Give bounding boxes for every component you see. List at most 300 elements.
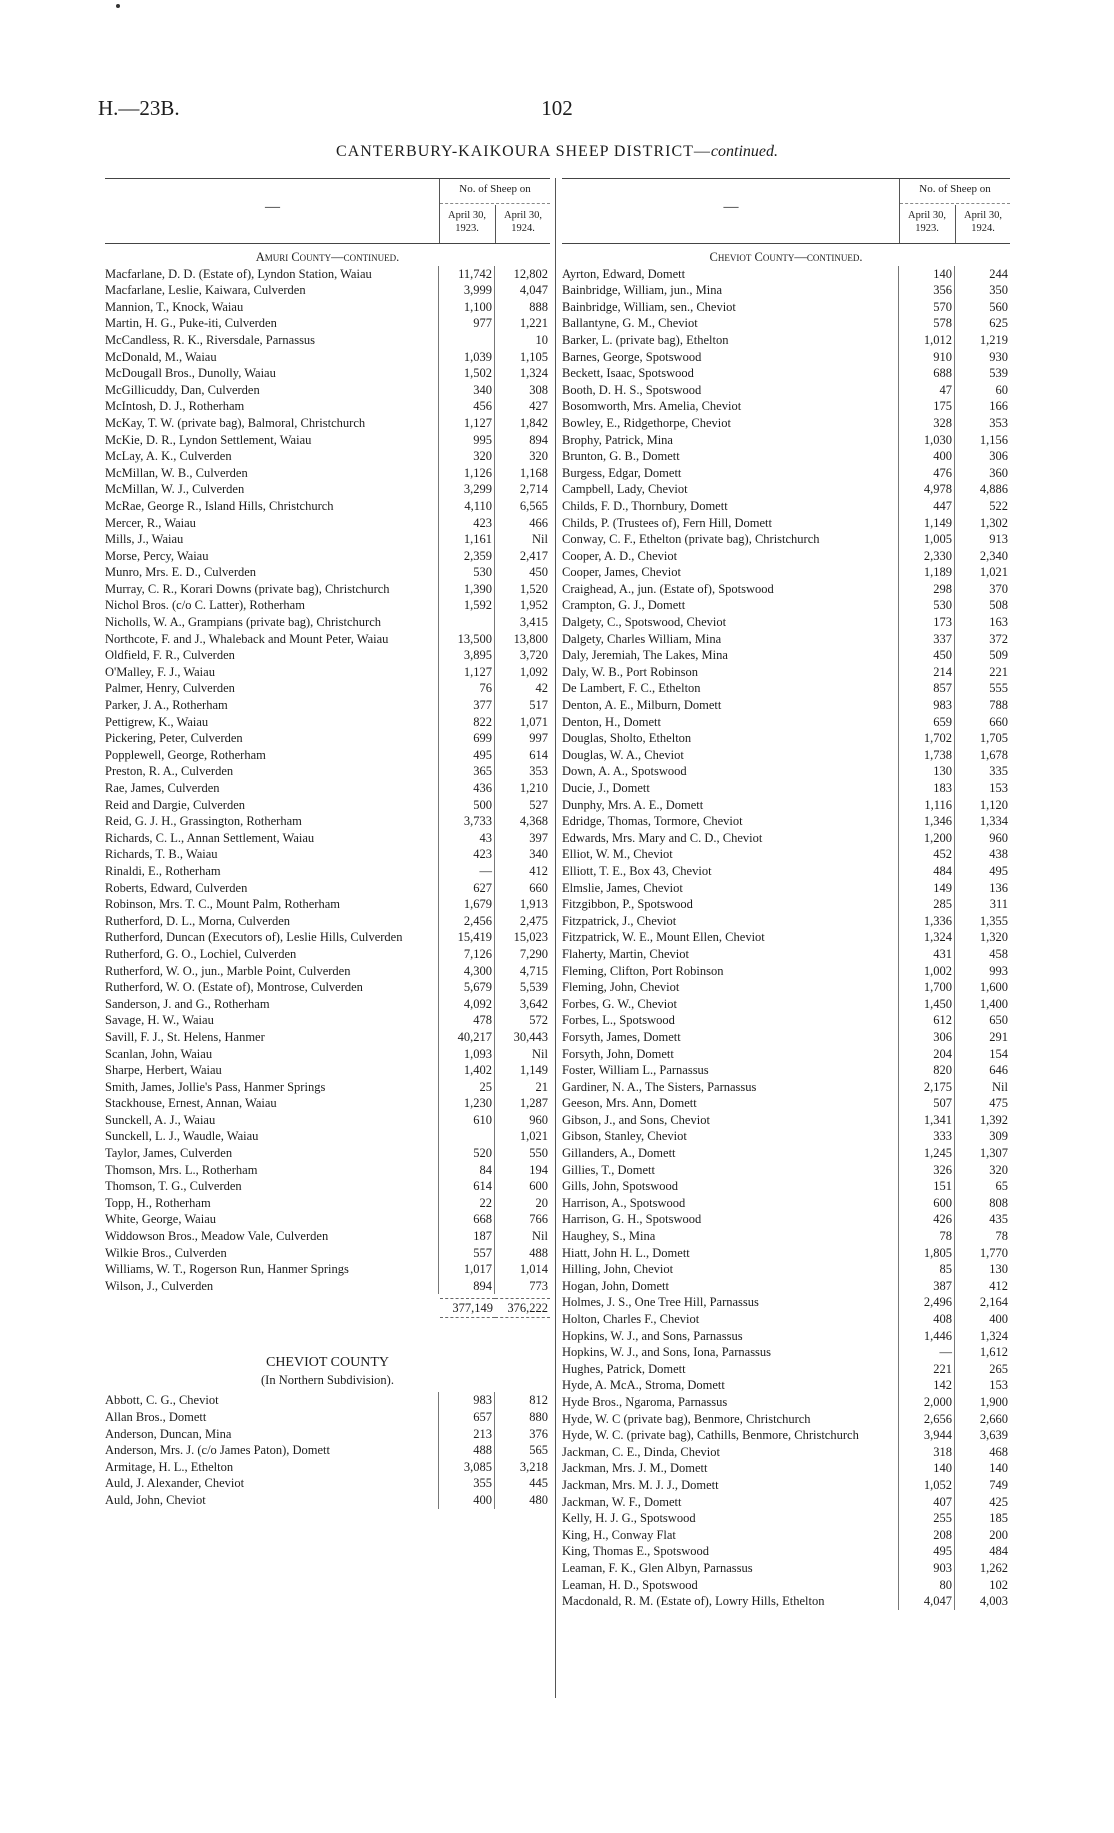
owner-name: Anderson, Duncan, Mina (105, 1426, 232, 1441)
owner-name: Rutherford, G. O., Lochiel, Culverden (105, 946, 297, 961)
table-row (105, 846, 550, 863)
sheep-1924: 1,705 (954, 730, 1010, 747)
table-row (105, 349, 550, 366)
sheep-1923: 407 (898, 1494, 954, 1511)
owner-name: Kelly, H. J. G., Spotswood (562, 1511, 696, 1526)
sheep-1924: 812 (494, 1392, 550, 1409)
table-row (562, 1311, 1010, 1328)
sheep-1924: 7,290 (494, 946, 550, 963)
sheep-1924: 309 (954, 1128, 1010, 1145)
table-row (562, 996, 1010, 1013)
sheep-1924: 560 (954, 299, 1010, 316)
left-rows (105, 244, 550, 1509)
owner-name: Sanderson, J. and G., Rotherham (105, 996, 270, 1011)
table-row (105, 1442, 550, 1459)
sheep-1924: 154 (954, 1046, 1010, 1063)
table-row (105, 963, 550, 980)
owner-name: Savill, F. J., St. Helens, Hanmer (105, 1029, 265, 1044)
owner-name: Hogan, John, Domett (562, 1278, 669, 1293)
owner-name: Gillanders, A., Domett (562, 1146, 676, 1161)
owner-name: Hiatt, John H. L., Domett (562, 1245, 690, 1260)
sheep-1924: 2,660 (954, 1411, 1010, 1428)
table-row (562, 1046, 1010, 1063)
owner-name: Leaman, H. D., Spotswood (562, 1577, 698, 1592)
table-row (562, 564, 1010, 581)
owner-name: Elliott, T. E., Box 43, Cheviot (562, 863, 712, 878)
owner-name: Rae, James, Culverden (105, 781, 220, 795)
sheep-1924: 1,320 (954, 929, 1010, 946)
owner-name: Fitzpatrick, W. E., Mount Ellen, Cheviot (562, 930, 765, 945)
sheep-1924: 1,149 (494, 1062, 550, 1079)
sheep-1924: 600 (494, 1178, 550, 1195)
sheep-1923: 1,245 (898, 1145, 954, 1162)
sheep-1924: 13,800 (494, 631, 550, 648)
sheep-1923: 3,895 (438, 647, 494, 664)
owner-name: McMillan, W. J., Culverden (105, 482, 245, 497)
owner-name: O'Malley, F. J., Waiau (105, 664, 215, 679)
sheep-1923: 1,702 (898, 730, 954, 747)
sheep-1923: 140 (898, 1460, 954, 1477)
title-continued: continued. (710, 143, 778, 160)
table-row (105, 714, 550, 731)
sheep-1923: 1,116 (898, 797, 954, 814)
owner-name: Taylor, James, Culverden (105, 1146, 233, 1161)
owner-name: Hopkins, W. J., and Sons, Parnassus (562, 1328, 743, 1343)
sheep-1924: 1,168 (494, 465, 550, 482)
owner-name: McCandless, R. K., Riversdale, Parnassus (105, 332, 316, 347)
owner-name: Thomson, T. G., Culverden (105, 1179, 242, 1194)
sheep-1923: 1,446 (898, 1328, 954, 1345)
sheep-1923: 1,230 (438, 1095, 494, 1112)
sheep-1924: 930 (954, 349, 1010, 366)
sheep-1924: 960 (494, 1112, 550, 1129)
table-row (105, 597, 550, 614)
sheep-1923: 600 (898, 1195, 954, 1212)
sheep-1923: 578 (898, 315, 954, 332)
sheep-1924: 650 (954, 1012, 1010, 1029)
sheep-1924: 153 (954, 1377, 1010, 1394)
table-row (562, 946, 1010, 963)
sheep-1924: 1,355 (954, 913, 1010, 930)
owner-name: Pickering, Peter, Culverden (105, 731, 243, 746)
sheep-1923: 1,402 (438, 1062, 494, 1079)
table-row (105, 1012, 550, 1029)
sheep-1924: 42 (494, 680, 550, 697)
owner-name: Palmer, Henry, Culverden (105, 681, 235, 696)
owner-name: Elliot, W. M., Cheviot (562, 847, 673, 862)
table-row (562, 465, 1010, 482)
sheep-1923: 2,359 (438, 548, 494, 565)
owner-name: Daly, W. B., Port Robinson (562, 664, 699, 679)
table-row (105, 1475, 550, 1492)
sheep-1924: 445 (494, 1475, 550, 1492)
sheep-1923: — (438, 863, 494, 880)
owner-name: Gills, John, Spotswood (562, 1179, 678, 1194)
sheep-1924: 10 (494, 332, 550, 349)
sheep-1923: 3,085 (438, 1459, 494, 1476)
table-row (562, 1527, 1010, 1544)
table-row (105, 1079, 550, 1096)
owner-name: Mercer, R., Waiau (105, 515, 196, 530)
sheep-1923: 495 (898, 1543, 954, 1560)
table-row (562, 299, 1010, 316)
sheep-1923: 983 (438, 1392, 494, 1409)
sheep-1923: 318 (898, 1444, 954, 1461)
sheep-1924: 60 (954, 382, 1010, 399)
owner-name: McIntosh, D. J., Rotherham (105, 399, 245, 414)
owner-name: Jackman, C. E., Dinda, Cheviot (562, 1444, 720, 1459)
table-row (105, 531, 550, 548)
owner-name: Elmslie, James, Cheviot (562, 880, 683, 895)
sheep-1923: 326 (898, 1162, 954, 1179)
sheep-1923: 977 (438, 315, 494, 332)
sheep-1924: 194 (494, 1162, 550, 1179)
owner-name: Bowley, E., Ridgethorpe, Cheviot (562, 415, 731, 430)
owner-name: Oldfield, F. R., Culverden (105, 648, 235, 663)
sheep-1923: 43 (438, 830, 494, 847)
sheep-1923: 488 (438, 1442, 494, 1459)
sheep-1924: 221 (954, 664, 1010, 681)
owner-name: Forsyth, James, Domett (562, 1029, 681, 1044)
owner-name: Denton, A. E., Milburn, Domett (562, 698, 722, 713)
sheep-1923: 255 (898, 1510, 954, 1527)
sheep-1924: 1,842 (494, 415, 550, 432)
sheep-1923: 500 (438, 797, 494, 814)
table-row (105, 680, 550, 697)
table-row (105, 1261, 550, 1278)
owner-name: Cooper, A. D., Cheviot (562, 548, 678, 563)
table-row (562, 1460, 1010, 1477)
table-row (562, 1012, 1010, 1029)
owner-name: Fleming, John, Cheviot (562, 980, 680, 995)
sheep-1924: 3,218 (494, 1459, 550, 1476)
sheep-1924: 614 (494, 747, 550, 764)
sheep-1924: 1,392 (954, 1112, 1010, 1129)
owner-name: McMillan, W. B., Culverden (105, 465, 248, 480)
sheep-1923: 668 (438, 1211, 494, 1228)
owner-name: Richards, T. B., Waiau (105, 847, 218, 862)
owner-name: Burgess, Edgar, Domett (562, 465, 682, 480)
sheep-1923: 183 (898, 780, 954, 797)
table-row (105, 880, 550, 897)
table-row (105, 1112, 550, 1129)
table-row (105, 332, 550, 349)
owner-name: Hilling, John, Cheviot (562, 1262, 674, 1277)
sheep-1924: 1,913 (494, 896, 550, 913)
sheep-1923: — (898, 1344, 954, 1361)
sheep-1924: 4,047 (494, 282, 550, 299)
sheep-1924: 163 (954, 614, 1010, 631)
table-row (105, 780, 550, 797)
sheep-1924: 1,014 (494, 1261, 550, 1278)
sheep-1924: 1,221 (494, 315, 550, 332)
sheep-1924: 913 (954, 531, 1010, 548)
owner-name: Martin, H. G., Puke-iti, Culverden (105, 316, 277, 331)
table-row (562, 498, 1010, 515)
owner-name: Dalgety, C., Spotswood, Cheviot (562, 615, 727, 630)
table-row (562, 1278, 1010, 1295)
sheep-1924: 484 (954, 1543, 1010, 1560)
table-row (105, 282, 550, 299)
sheep-1924: 660 (494, 880, 550, 897)
sheep-1923: 355 (438, 1475, 494, 1492)
table-row (562, 1128, 1010, 1145)
date-1924-header: April 30, 1924. (955, 205, 1010, 243)
owner-name: Williams, W. T., Rogerson Run, Hanmer Springs (105, 1262, 349, 1277)
table-row (105, 1392, 550, 1409)
owner-name: Allan Bros., Domett (105, 1410, 207, 1424)
table-row (562, 1261, 1010, 1278)
sheep-1924: 450 (494, 564, 550, 581)
table-row (562, 481, 1010, 498)
sheep-1923: 1,161 (438, 531, 494, 548)
sheep-1923: 2,000 (898, 1394, 954, 1411)
sheep-1924: 1,900 (954, 1394, 1010, 1411)
owner-name: Popplewell, George, Rotherham (105, 747, 266, 762)
sheep-1924: 265 (954, 1361, 1010, 1378)
sheep-1924: 2,164 (954, 1294, 1010, 1311)
owner-name: Rutherford, D. L., Morna, Culverden (105, 913, 291, 928)
sheep-1923: 3,733 (438, 813, 494, 830)
sheep-1924: 2,340 (954, 548, 1010, 565)
sheep-1923: 187 (438, 1228, 494, 1245)
sheep-1923: 1,039 (438, 349, 494, 366)
owner-name: McKay, T. W. (private bag), Balmoral, Christchurch (105, 415, 366, 430)
sheep-1923: 1,149 (898, 515, 954, 532)
table-row (105, 929, 550, 946)
sheep-1924: 353 (494, 763, 550, 780)
table-row (105, 498, 550, 515)
owner-name: Rinaldi, E., Rotherham (105, 863, 221, 878)
left-column (105, 178, 550, 1698)
sheep-1924: 1,092 (494, 664, 550, 681)
table-row (562, 282, 1010, 299)
sheep-1923: 337 (898, 631, 954, 648)
owner-name: Widdowson Bros., Meadow Vale, Culverden (105, 1229, 329, 1244)
owner-name: Edwards, Mrs. Mary and C. D., Cheviot (562, 830, 763, 845)
sheep-1923: 140 (898, 266, 954, 283)
sheep-1923: 340 (438, 382, 494, 399)
sheep-1923: 612 (898, 1012, 954, 1029)
ink-speck (116, 4, 120, 8)
date-1924-header: April 30, 1924. (495, 205, 550, 243)
owner-name: Macdonald, R. M. (Estate of), Lowry Hills, Ethelton (562, 1594, 825, 1609)
owner-name: Conway, C. F., Ethelton (private bag), Christchurch (562, 532, 820, 547)
table-row (562, 349, 1010, 366)
table-row (105, 299, 550, 316)
table-row (105, 564, 550, 581)
sheep-1923: 3,299 (438, 481, 494, 498)
sheep-1923: 285 (898, 896, 954, 913)
sheep-1924: 625 (954, 315, 1010, 332)
table-row (562, 1328, 1010, 1345)
table-row (562, 1477, 1010, 1494)
table-row (562, 846, 1010, 863)
table-row (562, 1145, 1010, 1162)
total-1923: 377,149 (440, 1298, 495, 1318)
sheep-1924: 1,302 (954, 515, 1010, 532)
owner-name: Campbell, Lady, Cheviot (562, 482, 688, 497)
owner-name: McGillicuddy, Dan, Culverden (105, 382, 260, 397)
table-row (562, 382, 1010, 399)
sheep-1924: 1,612 (954, 1344, 1010, 1361)
table-row (562, 1427, 1010, 1444)
owner-name: Auld, John, Cheviot (105, 1492, 206, 1507)
sheep-1923: 25 (438, 1079, 494, 1096)
owner-name: Reid, G. J. H., Grassington, Rotherham (105, 814, 302, 829)
sheep-1923: 1,341 (898, 1112, 954, 1129)
owner-name: McLay, A. K., Culverden (105, 449, 232, 464)
table-row (562, 581, 1010, 598)
sheep-1923: 142 (898, 1377, 954, 1394)
sheep-1923: 175 (898, 398, 954, 415)
sheep-1923: 983 (898, 697, 954, 714)
owner-name: Childs, P. (Trustees of), Fern Hill, Domett (562, 515, 772, 530)
owner-name: Reid and Dargie, Culverden (105, 797, 246, 812)
sheep-1924: 20 (494, 1195, 550, 1212)
sheep-1923: 2,496 (898, 1294, 954, 1311)
sheep-1924: 2,714 (494, 481, 550, 498)
owner-name: Daly, Jeremiah, The Lakes, Mina (562, 648, 728, 663)
sheep-1923: 1,324 (898, 929, 954, 946)
owner-name: Parker, J. A., Rotherham (105, 698, 228, 713)
sheep-1923: 400 (438, 1492, 494, 1509)
table-row (105, 797, 550, 814)
sheep-1924: 458 (954, 946, 1010, 963)
owner-name: Beckett, Isaac, Spotswood (562, 366, 694, 381)
sheep-1923: 1,012 (898, 332, 954, 349)
sheep-1923: 627 (438, 880, 494, 897)
table-row (105, 382, 550, 399)
sheep-1923: 1,030 (898, 432, 954, 449)
owner-name: Fleming, Clifton, Port Robinson (562, 963, 724, 978)
sheep-1924: 1,219 (954, 332, 1010, 349)
owner-name: Auld, J. Alexander, Cheviot (105, 1476, 245, 1491)
table-row (105, 631, 550, 648)
sheep-count-header (899, 179, 1010, 243)
table-row (105, 1228, 550, 1245)
table-row (105, 432, 550, 449)
sheep-1923: 1,200 (898, 830, 954, 847)
table-row (562, 1062, 1010, 1079)
sheep-1923: 1,738 (898, 747, 954, 764)
owner-name: Gibson, Stanley, Cheviot (562, 1129, 687, 1144)
table-row (105, 1211, 550, 1228)
sheep-1924: 153 (954, 780, 1010, 797)
sheep-1923: 484 (898, 863, 954, 880)
sheep-1924: Nil (494, 1228, 550, 1245)
table-row (105, 664, 550, 681)
table-row (105, 979, 550, 996)
table-row (562, 1178, 1010, 1195)
owner-name: Stackhouse, Ernest, Annan, Waiau (105, 1096, 277, 1111)
owner-name: White, George, Waiau (105, 1212, 216, 1227)
owner-name: Childs, F. D., Thornbury, Domett (562, 498, 728, 513)
table-row (105, 315, 550, 332)
table-row (562, 548, 1010, 565)
sheep-1924: 397 (494, 830, 550, 847)
sheep-1923: 7,126 (438, 946, 494, 963)
table-row (105, 813, 550, 830)
owner-name: Gibson, J., and Sons, Cheviot (562, 1112, 710, 1127)
table-row (105, 266, 550, 283)
right-column (562, 178, 1010, 1698)
owner-name: Flaherty, Martin, Cheviot (562, 946, 689, 961)
sheep-1923: 13,500 (438, 631, 494, 648)
sheep-1924: 438 (954, 846, 1010, 863)
table-row (105, 1128, 550, 1145)
sheep-1924: 993 (954, 963, 1010, 980)
left-table-header (105, 178, 550, 244)
sheep-1923: 452 (898, 846, 954, 863)
table-row (105, 1492, 550, 1509)
owner-name: Mannion, T., Knock, Waiau (105, 299, 244, 314)
table-row (105, 830, 550, 847)
owner-name: Jackman, W. F., Domett (562, 1494, 682, 1509)
owner-name: Mills, J., Waiau (105, 532, 184, 547)
table-row (562, 1593, 1010, 1610)
sheep-1923: 4,978 (898, 481, 954, 498)
owner-name: Douglas, W. A., Cheviot (562, 747, 684, 762)
sheep-1924: 12,802 (494, 266, 550, 283)
sheep-1924: 1,324 (954, 1328, 1010, 1345)
table-row (562, 531, 1010, 548)
table-row (562, 365, 1010, 382)
sheep-1923: 1,502 (438, 365, 494, 382)
sheep-1924: 522 (954, 498, 1010, 515)
owner-name: Richards, C. L., Annan Settlement, Waiau (105, 830, 315, 845)
section-heading: Amuri County—continued. (255, 250, 400, 264)
sheep-1924: 960 (954, 830, 1010, 847)
total-1924: 376,222 (495, 1298, 550, 1318)
owner-name: Macfarlane, Leslie, Kaiwara, Culverden (105, 283, 306, 298)
sheep-1924: 400 (954, 1311, 1010, 1328)
table-row (105, 1426, 550, 1443)
owner-name: Jackman, Mrs. M. J. J., Domett (562, 1477, 719, 1492)
owner-name: Gillies, T., Domett (562, 1162, 655, 1177)
sheep-1924: 3,720 (494, 647, 550, 664)
sheep-1924: 350 (954, 282, 1010, 299)
owner-name: Denton, H., Domett (562, 714, 661, 729)
table-row (105, 1145, 550, 1162)
table-row (105, 946, 550, 963)
sheep-1924: 412 (954, 1278, 1010, 1295)
owner-name: Hyde, W. C (private bag), Benmore, Christchurch (562, 1411, 811, 1426)
owner-name: Munro, Mrs. E. D., Culverden (105, 565, 257, 580)
owner-name: Gardiner, N. A., The Sisters, Parnassus (562, 1079, 757, 1094)
table-row (105, 465, 550, 482)
table-row (105, 1278, 550, 1295)
owner-name: King, H., Conway Flat (562, 1527, 676, 1542)
title-main: CANTERBURY-KAIKOURA SHEEP DISTRICT— (336, 143, 711, 160)
sheep-1923: 5,679 (438, 979, 494, 996)
sheep-1924: 140 (954, 1460, 1010, 1477)
sheep-1923: 306 (898, 1029, 954, 1046)
sheep-1924: Nil (494, 531, 550, 548)
sheep-1923: 408 (898, 1311, 954, 1328)
sheep-1924: 4,003 (954, 1593, 1010, 1610)
table-row (562, 1162, 1010, 1179)
sheep-1924: 572 (494, 1012, 550, 1029)
sheep-1923: 221 (898, 1361, 954, 1378)
owner-name: Morse, Percy, Waiau (105, 548, 209, 563)
table-row (562, 1577, 1010, 1594)
table-row (562, 730, 1010, 747)
owner-name: Fitzgibbon, P., Spotswood (562, 897, 693, 912)
owner-name: McRae, George R., Island Hills, Christchurch (105, 498, 334, 513)
sheep-1924: 4,886 (954, 481, 1010, 498)
table-row (562, 1294, 1010, 1311)
